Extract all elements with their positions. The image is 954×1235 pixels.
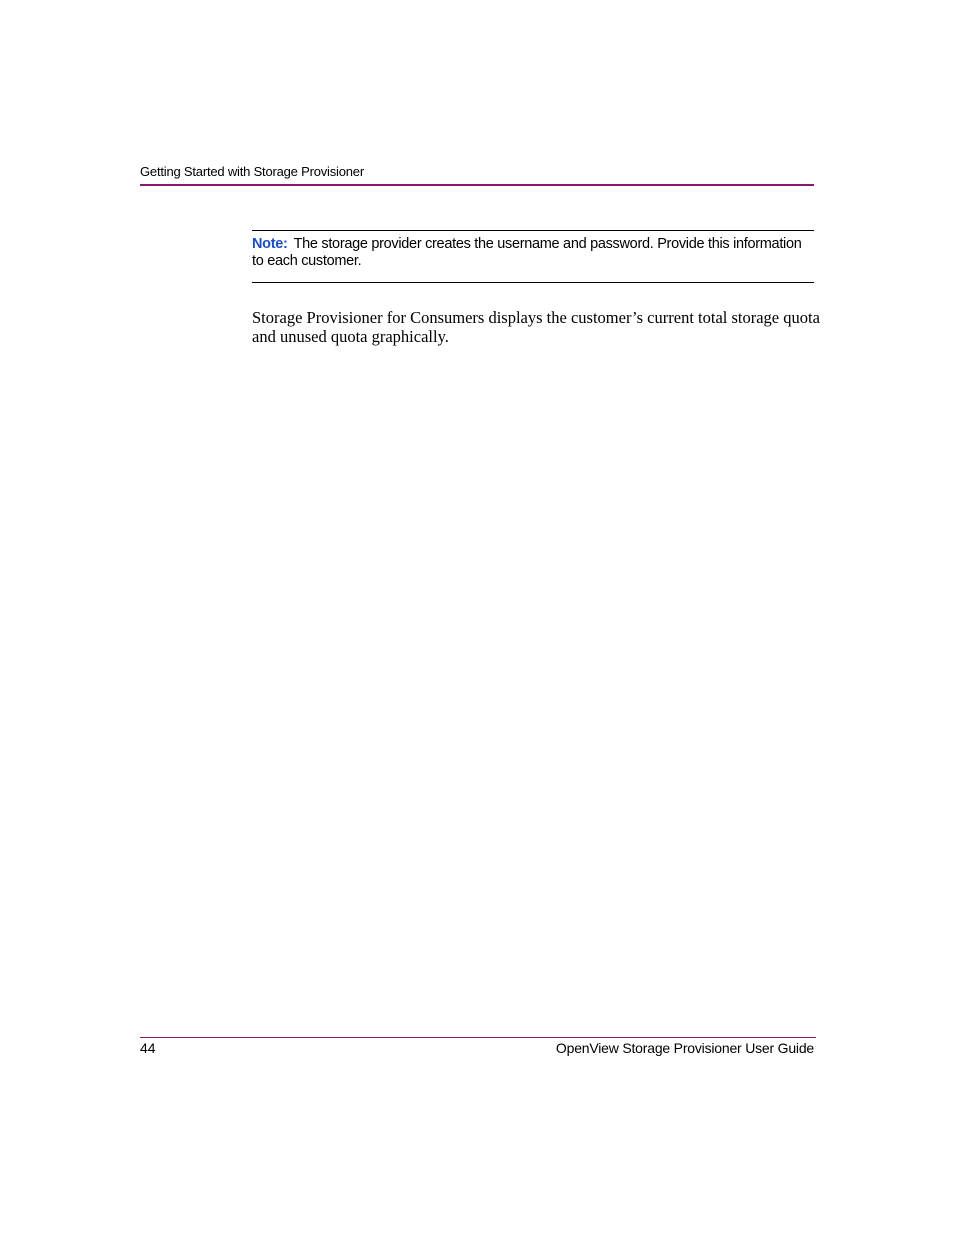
note-label: Note:	[252, 236, 288, 252]
footer-guide-title: OpenView Storage Provisioner User Guide	[555, 1040, 814, 1056]
page-number: 44	[140, 1040, 156, 1056]
header-rule	[140, 184, 814, 186]
note-box	[252, 230, 814, 283]
footer-rule	[140, 1037, 816, 1038]
note-text	[252, 236, 814, 270]
note-body: The storage provider creates the username and password. Provide this information to each customer.	[252, 236, 802, 269]
running-header: Getting Started with Storage Provisioner	[140, 164, 364, 179]
body-paragraph: Storage Provisioner for Consumers displays the customer’s current total storage quota and unused quota graphically.	[252, 308, 820, 346]
